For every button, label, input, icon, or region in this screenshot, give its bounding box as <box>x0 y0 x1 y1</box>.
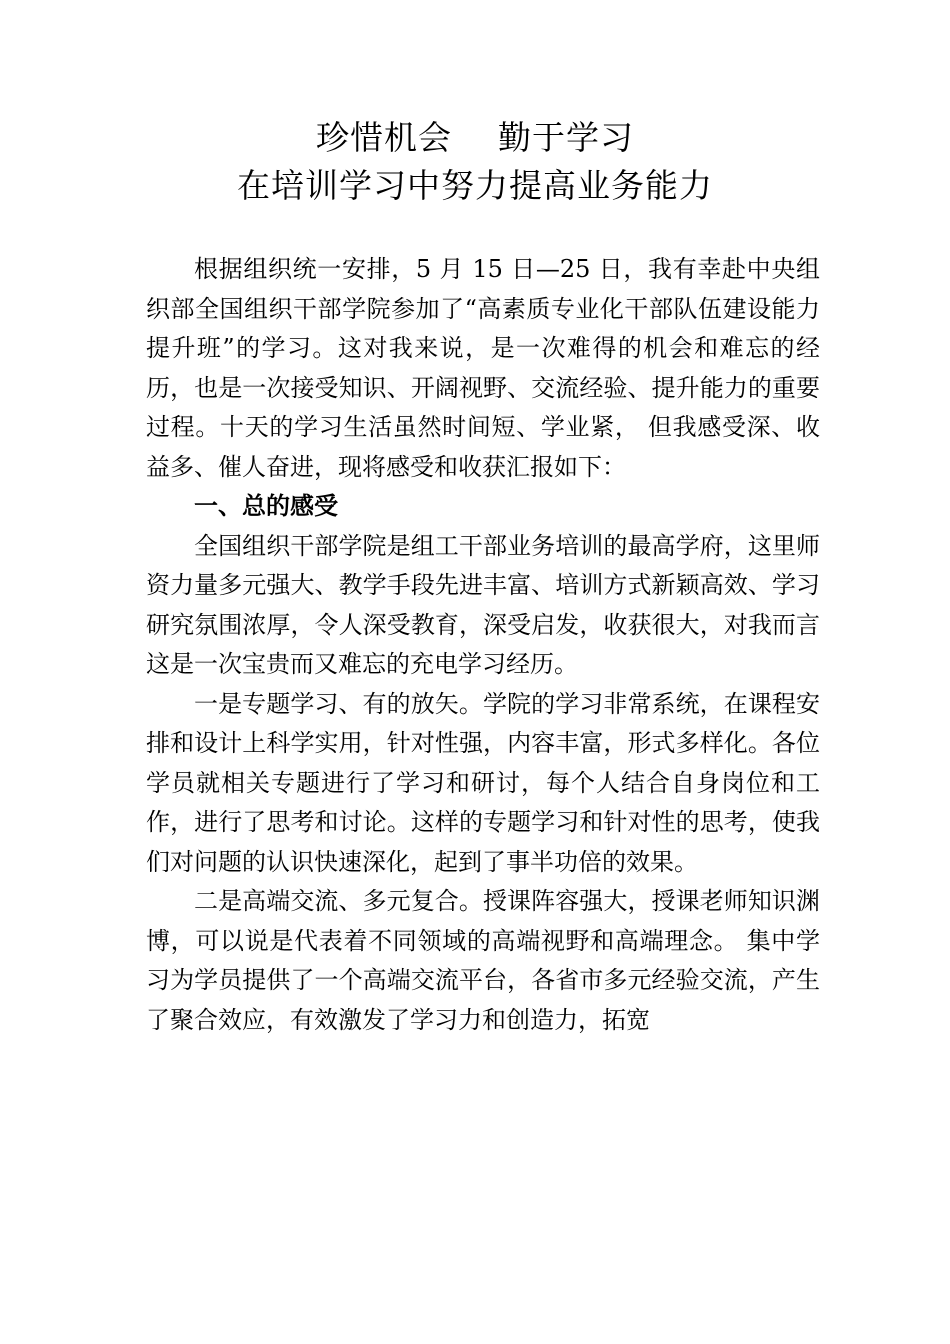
section-heading: 一、总的感受 <box>194 492 338 520</box>
body-paragraph: 二是高端交流、多元复合。授课阵容强大，授课老师知识渊博，可以说是代表着不同领域的高端视野和高端理念。 集中学习为学员提供了一个高端交流平台，各省市多元经验交流，产生了聚合效应，有效激发了学习力和创造力，拓宽 <box>146 887 820 1034</box>
body-paragraph: 一是专题学习、有的放矢。学院的学习非常系统，在课程安排和设计上科学实用，针对性强，内容丰富，形式多样化。各位学员就相关专题进行了学习和研讨，每个人结合自身岗位和工作，进行了思考和讨论。这样的专题学习和针对性的思考，使我们对问题的认识快速深化，起到了事半功倍的效果。 <box>146 689 820 876</box>
title-line-2: 在培训学习中努力提高业务能力 <box>237 166 713 205</box>
document-title <box>0 114 950 210</box>
document-body <box>146 250 820 1040</box>
title-line-1: 珍惜机会 勤于学习 <box>316 118 634 157</box>
body-paragraph: 全国组织干部学院是组工干部业务培训的最高学府，这里师资力量多元强大、教学手段先进丰富、培训方式新颖高效、学习研究氛围浓厚，令人深受教育，深受启发，收获很大，对我而言这是一次宝贵而又难忘的充电学习经历。 <box>146 531 820 678</box>
intro-paragraph: 根据组织统一安排，5 月 15 日—25 日，我有幸赴中央组织部全国组织干部学院参加了“高素质专业化干部队伍建设能力提升班”的学习。这对我来说，是一次难得的机会和难忘的经历，也是一次接受知识、开阔视野、交流经验、提升能力的重要过程。十天的学习生活虽然时间短、学业紧， 但我感受深、收益多、催人奋进，现将感受和收获汇报如下： <box>146 255 820 481</box>
